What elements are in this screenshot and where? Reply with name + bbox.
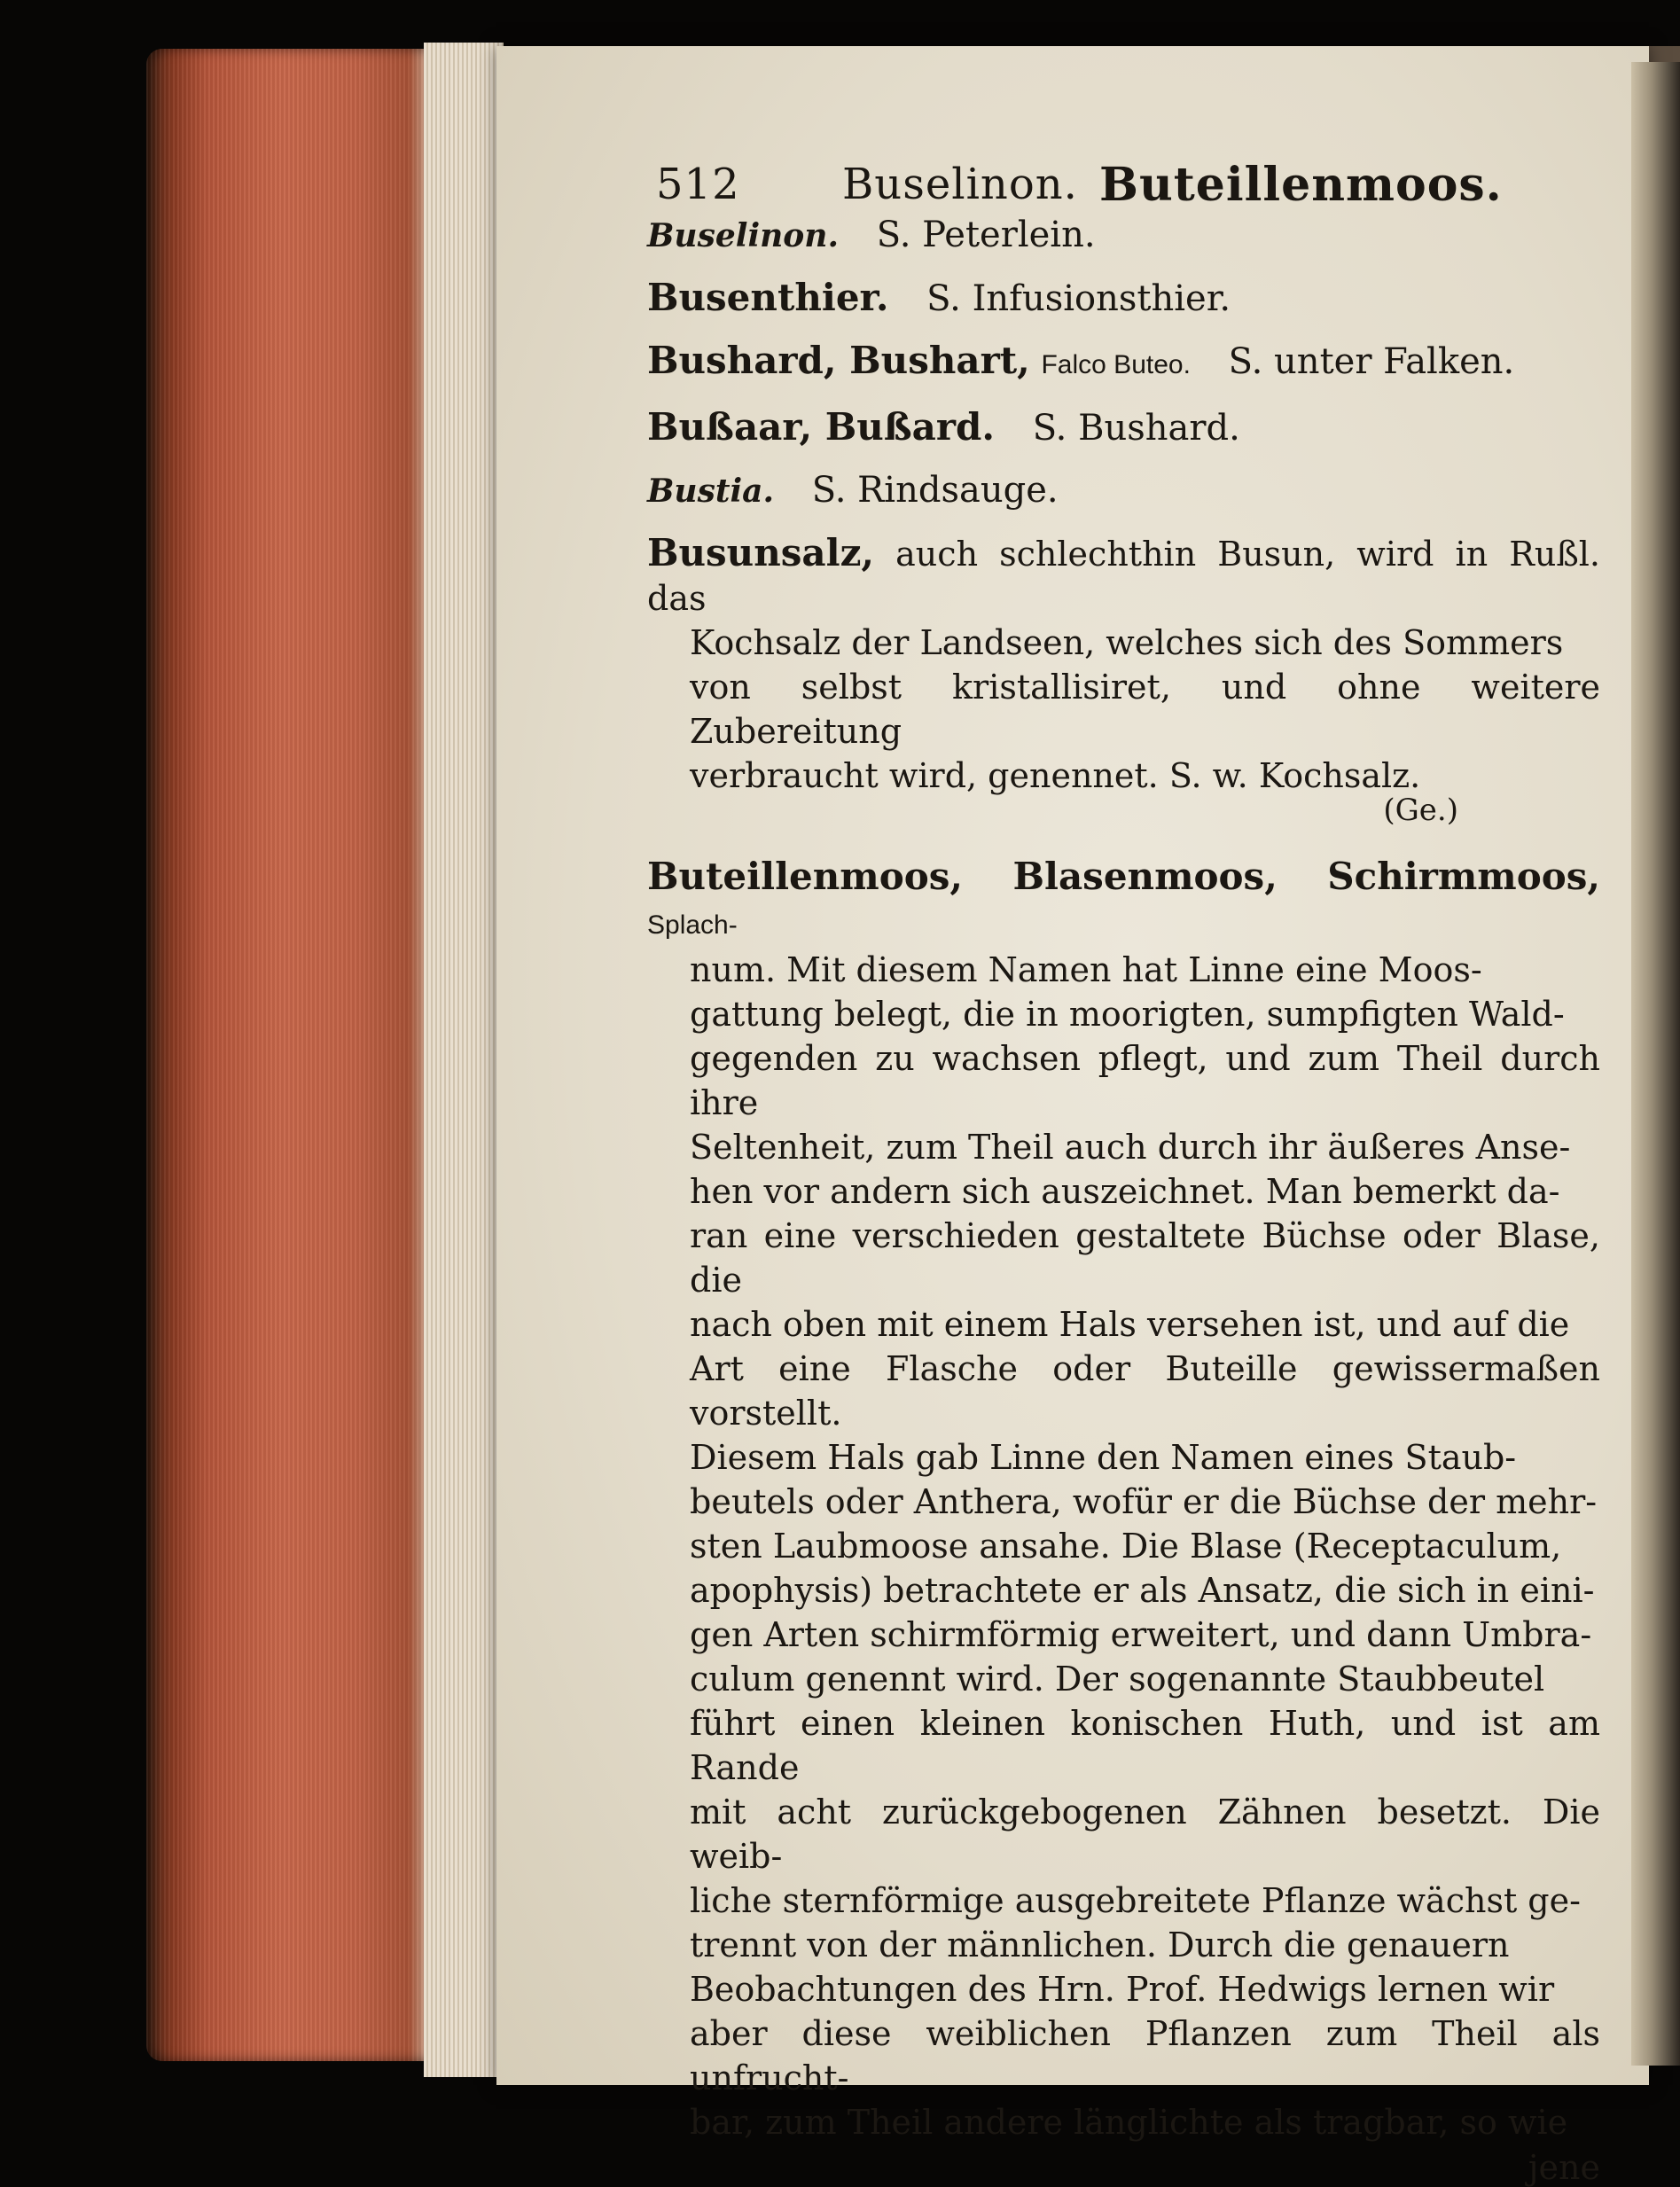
catchword: jene <box>1528 2148 1600 2187</box>
entry-term: Buteillenmoos, Blasenmoos, Schirmmoos, <box>647 855 1600 898</box>
header-right-term: Buteillenmoos. <box>1099 158 1503 212</box>
entry-ref: S. Peterlein. <box>876 215 1096 255</box>
entry-bushard <box>647 339 1600 387</box>
entry-term: Bustia. <box>647 473 775 510</box>
entry-text-line: von selbst kristallisiret, und ohne weitere Zubereitung <box>690 668 1600 751</box>
entry-text-line: verbraucht wird, genennet. S. w. Kochsalz. <box>690 756 1421 795</box>
author-signature: (Ge.) <box>1383 793 1458 828</box>
running-header <box>647 133 1600 213</box>
entry-ref: S. Rindsauge. <box>811 470 1059 511</box>
entry-latin-name: Splach- <box>647 910 738 940</box>
entry-text-line: apophysis) betrachtete er als Ansatz, die sich in eini- <box>690 1571 1595 1610</box>
entry-buselinon <box>647 213 1600 258</box>
entry-first-line <box>647 855 1600 948</box>
entry-latin-name: Falco Buteo. <box>1041 350 1191 379</box>
entry-term: Bußaar, Bußard. <box>647 405 995 449</box>
entry-bustia <box>647 468 1600 513</box>
entry-text-line: gattung belegt, die in moorigten, sumpfigten Wald- <box>690 995 1565 1034</box>
entry-text-line: sten Laubmoose ansahe. Die Blase (Receptaculum, <box>690 1527 1562 1566</box>
page-stack <box>424 43 504 2077</box>
entry-text-line: aber diese weiblichen Pflanzen zum Theil als unfrucht- <box>690 2014 1600 2097</box>
page-number: 512 <box>656 160 740 209</box>
entry-buteillenmoos <box>647 855 1600 2144</box>
entry-text-line: auch schlechthin Busun, wird in Rußl. das <box>647 535 1600 618</box>
entry-text-line: Kochsalz der Landseen, welches sich des Sommers <box>690 623 1564 662</box>
entry-text-line: gen Arten schirmförmig erweitert, und dann Umbra- <box>690 1615 1592 1654</box>
entry-bussaar <box>647 405 1600 450</box>
entry-text-line: Beobachtungen des Hrn. Prof. Hedwigs lernen wir <box>690 1970 1555 2009</box>
entry-text-line: Art eine Flasche oder Buteille gewissermaßen vorstellt. <box>690 1349 1600 1433</box>
entry-text-line: Diesem Hals gab Linne den Namen eines Staub- <box>690 1438 1517 1477</box>
entry-busenthier <box>647 276 1600 321</box>
entry-text-line: culum genennt wird. Der sogenannte Staubbeutel <box>690 1660 1545 1699</box>
entry-ref: S. Infusionsthier. <box>926 278 1231 319</box>
header-left-term: Buselinon. <box>842 160 1078 209</box>
entry-busunsalz <box>647 531 1600 798</box>
entry-text-line: gegenden zu wachsen pflegt, und zum Theil durch ihre <box>690 1039 1600 1122</box>
entry-text-line: beutels oder Anthera, wofür er die Büchse der mehr- <box>690 1482 1598 1521</box>
entry-ref: S. unter Falken. <box>1228 341 1515 382</box>
entry-text-line: hen vor andern sich auszeichnet. Man bemerkt da- <box>690 1172 1560 1211</box>
entry-text-line: nach oben mit einem Hals versehen ist, und auf die <box>690 1305 1570 1344</box>
entry-text-line: num. Mit diesem Namen hat Linne eine Moos- <box>690 950 1482 989</box>
entry-text-line: führt einen kleinen konischen Huth, und ist am Rande <box>690 1704 1600 1787</box>
entry-term: Busenthier. <box>647 276 889 319</box>
entry-text-line: trennt von der männlichen. Durch die genauern <box>690 1925 1510 1964</box>
entry-term: Busunsalz, <box>647 531 875 574</box>
entry-term: Bushard, Bushart, <box>647 339 1030 382</box>
entry-text-line: ran eine verschieden gestaltete Büchse oder Blase, die <box>690 1216 1600 1300</box>
entry-first-line <box>647 531 1600 621</box>
page-text <box>647 133 1600 2187</box>
entry-ref: S. Bushard. <box>1032 408 1240 449</box>
entry-term: Buselinon. <box>647 217 840 254</box>
entry-text-line: Seltenheit, zum Theil auch durch ihr äußeres Anse- <box>690 1128 1571 1167</box>
entry-text-line: liche sternförmige ausgebreitete Pflanze wächst ge- <box>690 1881 1581 1920</box>
page-gutter <box>1631 62 1680 2066</box>
entry-text-line: bar, zum Theil andere länglichte als tragbar, so wie <box>690 2103 1568 2142</box>
entry-text-line: mit acht zurückgebogenen Zähnen besetzt. Die weib- <box>690 1793 1600 1876</box>
